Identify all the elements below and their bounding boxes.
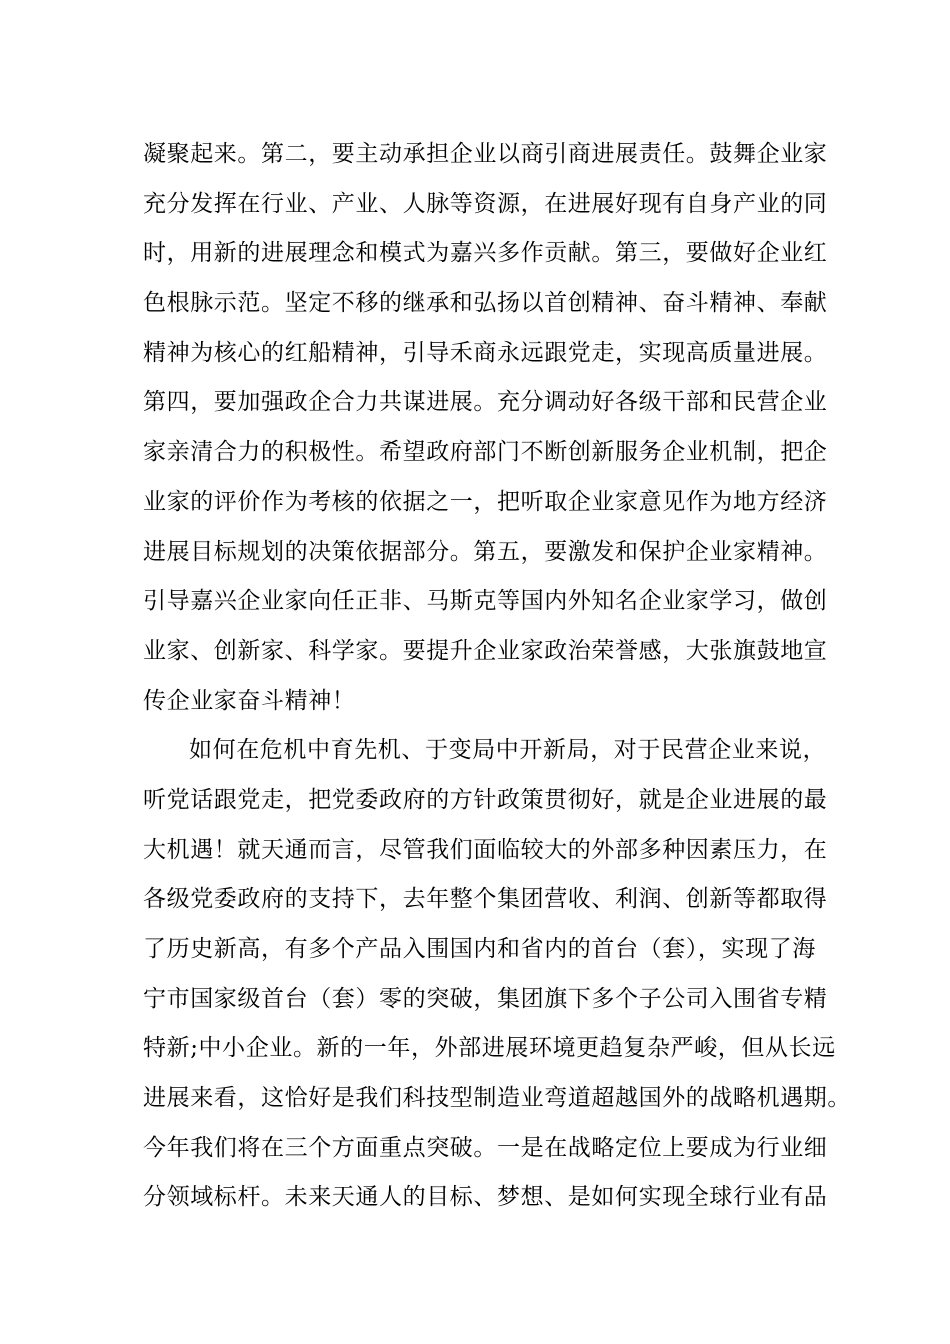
text-line: 今年我们将在三个方面重点突破。一是在战略定位上要成为行业细 — [143, 1134, 828, 1161]
text-line: 进展目标规划的决策依据部分。第五，要激发和保护企业家精神。 — [143, 538, 828, 565]
text-line: 第四，要加强政企合力共谋进展。充分调动好各级干部和民营企业 — [143, 389, 828, 416]
text-line: 各级党委政府的支持下，去年整个集团营收、利润、创新等都取得 — [143, 886, 828, 913]
document-body — [143, 130, 851, 1223]
text-line: 传企业家奋斗精神！ — [143, 687, 356, 714]
text-line: 凝聚起来。第二，要主动承担企业以商引商进展责任。鼓舞企业家 — [143, 141, 828, 167]
text-line: 业家、创新家、科学家。要提升企业家政治荣誉感，大张旗鼓地宣 — [143, 637, 828, 664]
text-line: 引导嘉兴企业家向任正非、马斯克等国内外知名企业家学习，做创 — [143, 588, 828, 615]
text-line: 时，用新的进展理念和模式为嘉兴多作贡献。第三，要做好企业红 — [143, 240, 828, 267]
text-line: 进展来看，这恰好是我们科技型制造业弯道超越国外的战略机遇期。 — [143, 1085, 851, 1112]
text-line: 听党话跟党走，把党委政府的方针政策贯彻好，就是企业进展的最 — [143, 786, 828, 813]
text-line: 宁市国家级首台（套）零的突破，集团旗下多个子公司入围省专精 — [143, 985, 828, 1012]
text-line: 色根脉示范。坚定不移的继承和弘扬以首创精神、奋斗精神、奉献 — [143, 290, 828, 317]
text-line: 充分发挥在行业、产业、人脉等资源，在进展好现有自身产业的同 — [143, 190, 828, 217]
text-line: 家亲清合力的积极性。希望政府部门不断创新服务企业机制，把企 — [143, 439, 828, 466]
text-line: 精神为核心的红船精神，引导禾商永远跟党走，实现高质量进展。 — [143, 339, 828, 366]
text-line: 业家的评价作为考核的依据之一，把听取企业家意见作为地方经济 — [143, 488, 828, 515]
text-line: 了历史新高，有多个产品入围国内和省内的首台（套），实现了海 — [143, 936, 816, 962]
paragraph-first-line: 如何在危机中育先机、于变局中开新局，对于民营企业来说， — [189, 737, 827, 764]
text-line: 大机遇！就天通而言，尽管我们面临较大的外部多种因素压力，在 — [143, 836, 828, 863]
text-line: 特新;中小企业。新的一年，外部进展环境更趋复杂严峻，但从长远 — [143, 1035, 836, 1062]
text-line: 分领域标杆。未来天通人的目标、梦想、是如何实现全球行业有品 — [143, 1184, 828, 1211]
